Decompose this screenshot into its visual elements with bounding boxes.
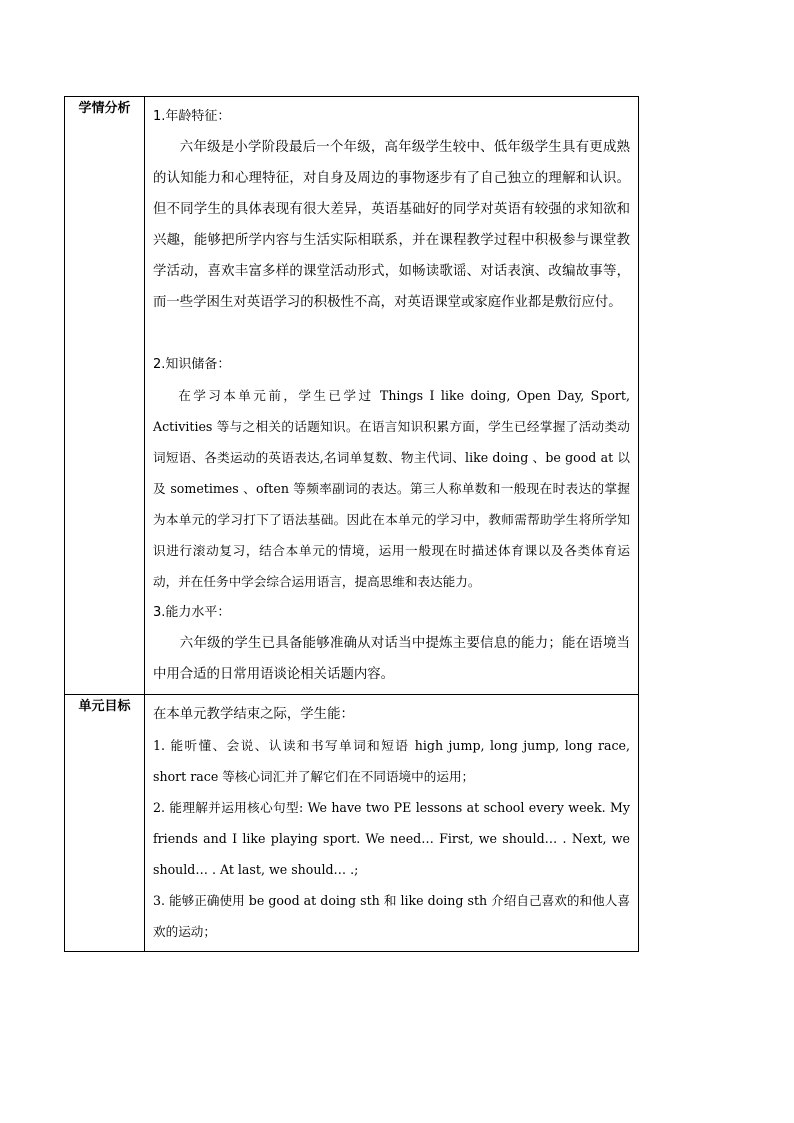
section-body-ability: 六年级的学生已具备能够准确从对话当中提炼主要信息的能力；能在语境当中用合适的日常用语谈论相关话题内容。	[153, 636, 630, 682]
section-heading-age: 1.年龄特征：	[153, 109, 231, 124]
unit-goal-item: 2. 能理解并运用核心句型: We have two PE lessons at school every week. My friends and I like playing sport. We need… First, we should… . Next, we should… . At last, we should… .;	[153, 800, 630, 877]
spacer	[153, 318, 630, 349]
row-label-unit-goals: 单元目标	[65, 695, 145, 952]
section-heading-knowledge: 2.知识储备：	[153, 357, 231, 372]
student-analysis-content	[145, 97, 639, 695]
row-label-student-analysis: 学情分析	[65, 97, 145, 695]
table-row-unit-goals	[65, 695, 639, 952]
unit-goal-item: 3. 能够正确使用 be good at doing sth 和 like doing sth 介绍自己喜欢的和他人喜欢的运动；	[153, 893, 630, 939]
section-body-age: 六年级是小学阶段最后一个年级，高年级学生较中、低年级学生具有更成熟的认知能力和心理特征，对自身及周边的事物逐步有了自己独立的理解和认识。但不同学生的具体表现有很大差异，英语基础好的同学对英语有较强的求知欲和兴趣，能够把所学内容与生活实际相联系，并在课程教学过程中积极参与课堂教学活动，喜欢丰富多样的课堂活动形式，如畅读歌谣、对话表演、改编故事等，而一些学困生对英语学习的积极性不高，对英语课堂或家庭作业都是敷衍应付。	[153, 140, 630, 310]
unit-goal-item: 1. 能听懂、会说、认读和书写单词和短语 high jump, long jump, long race, short race 等核心词汇并了解它们在不同语境中的运用；	[153, 738, 630, 784]
section-heading-ability: 3.能力水平：	[153, 605, 231, 620]
unit-goals-intro: 在本单元教学结束之际，学生能：	[153, 707, 354, 722]
table-row-student-analysis	[65, 97, 639, 695]
section-body-knowledge: 在学习本单元前，学生已学过 Things I like doing, Open Day, Sport, Activities 等与之相关的话题知识。在语言知识积累方面，学生已经掌握了活动类动词短语、各类运动的英语表达,名词单复数、物主代词、like doing 、be good at 以及 sometimes 、often 等频率副词的表达。第三人称单数和一般现在时表达的掌握为本单元的学习打下了语法基础。因此在本单元的学习中，教师需帮助学生将所学知识进行滚动复习，结合本单元的情境，运用一般现在时描述体育课以及各类体育运动，并在任务中学会综合运用语言，提高思维和表达能力。	[153, 388, 630, 589]
lesson-plan-table	[64, 96, 639, 952]
unit-goals-content	[145, 695, 639, 952]
